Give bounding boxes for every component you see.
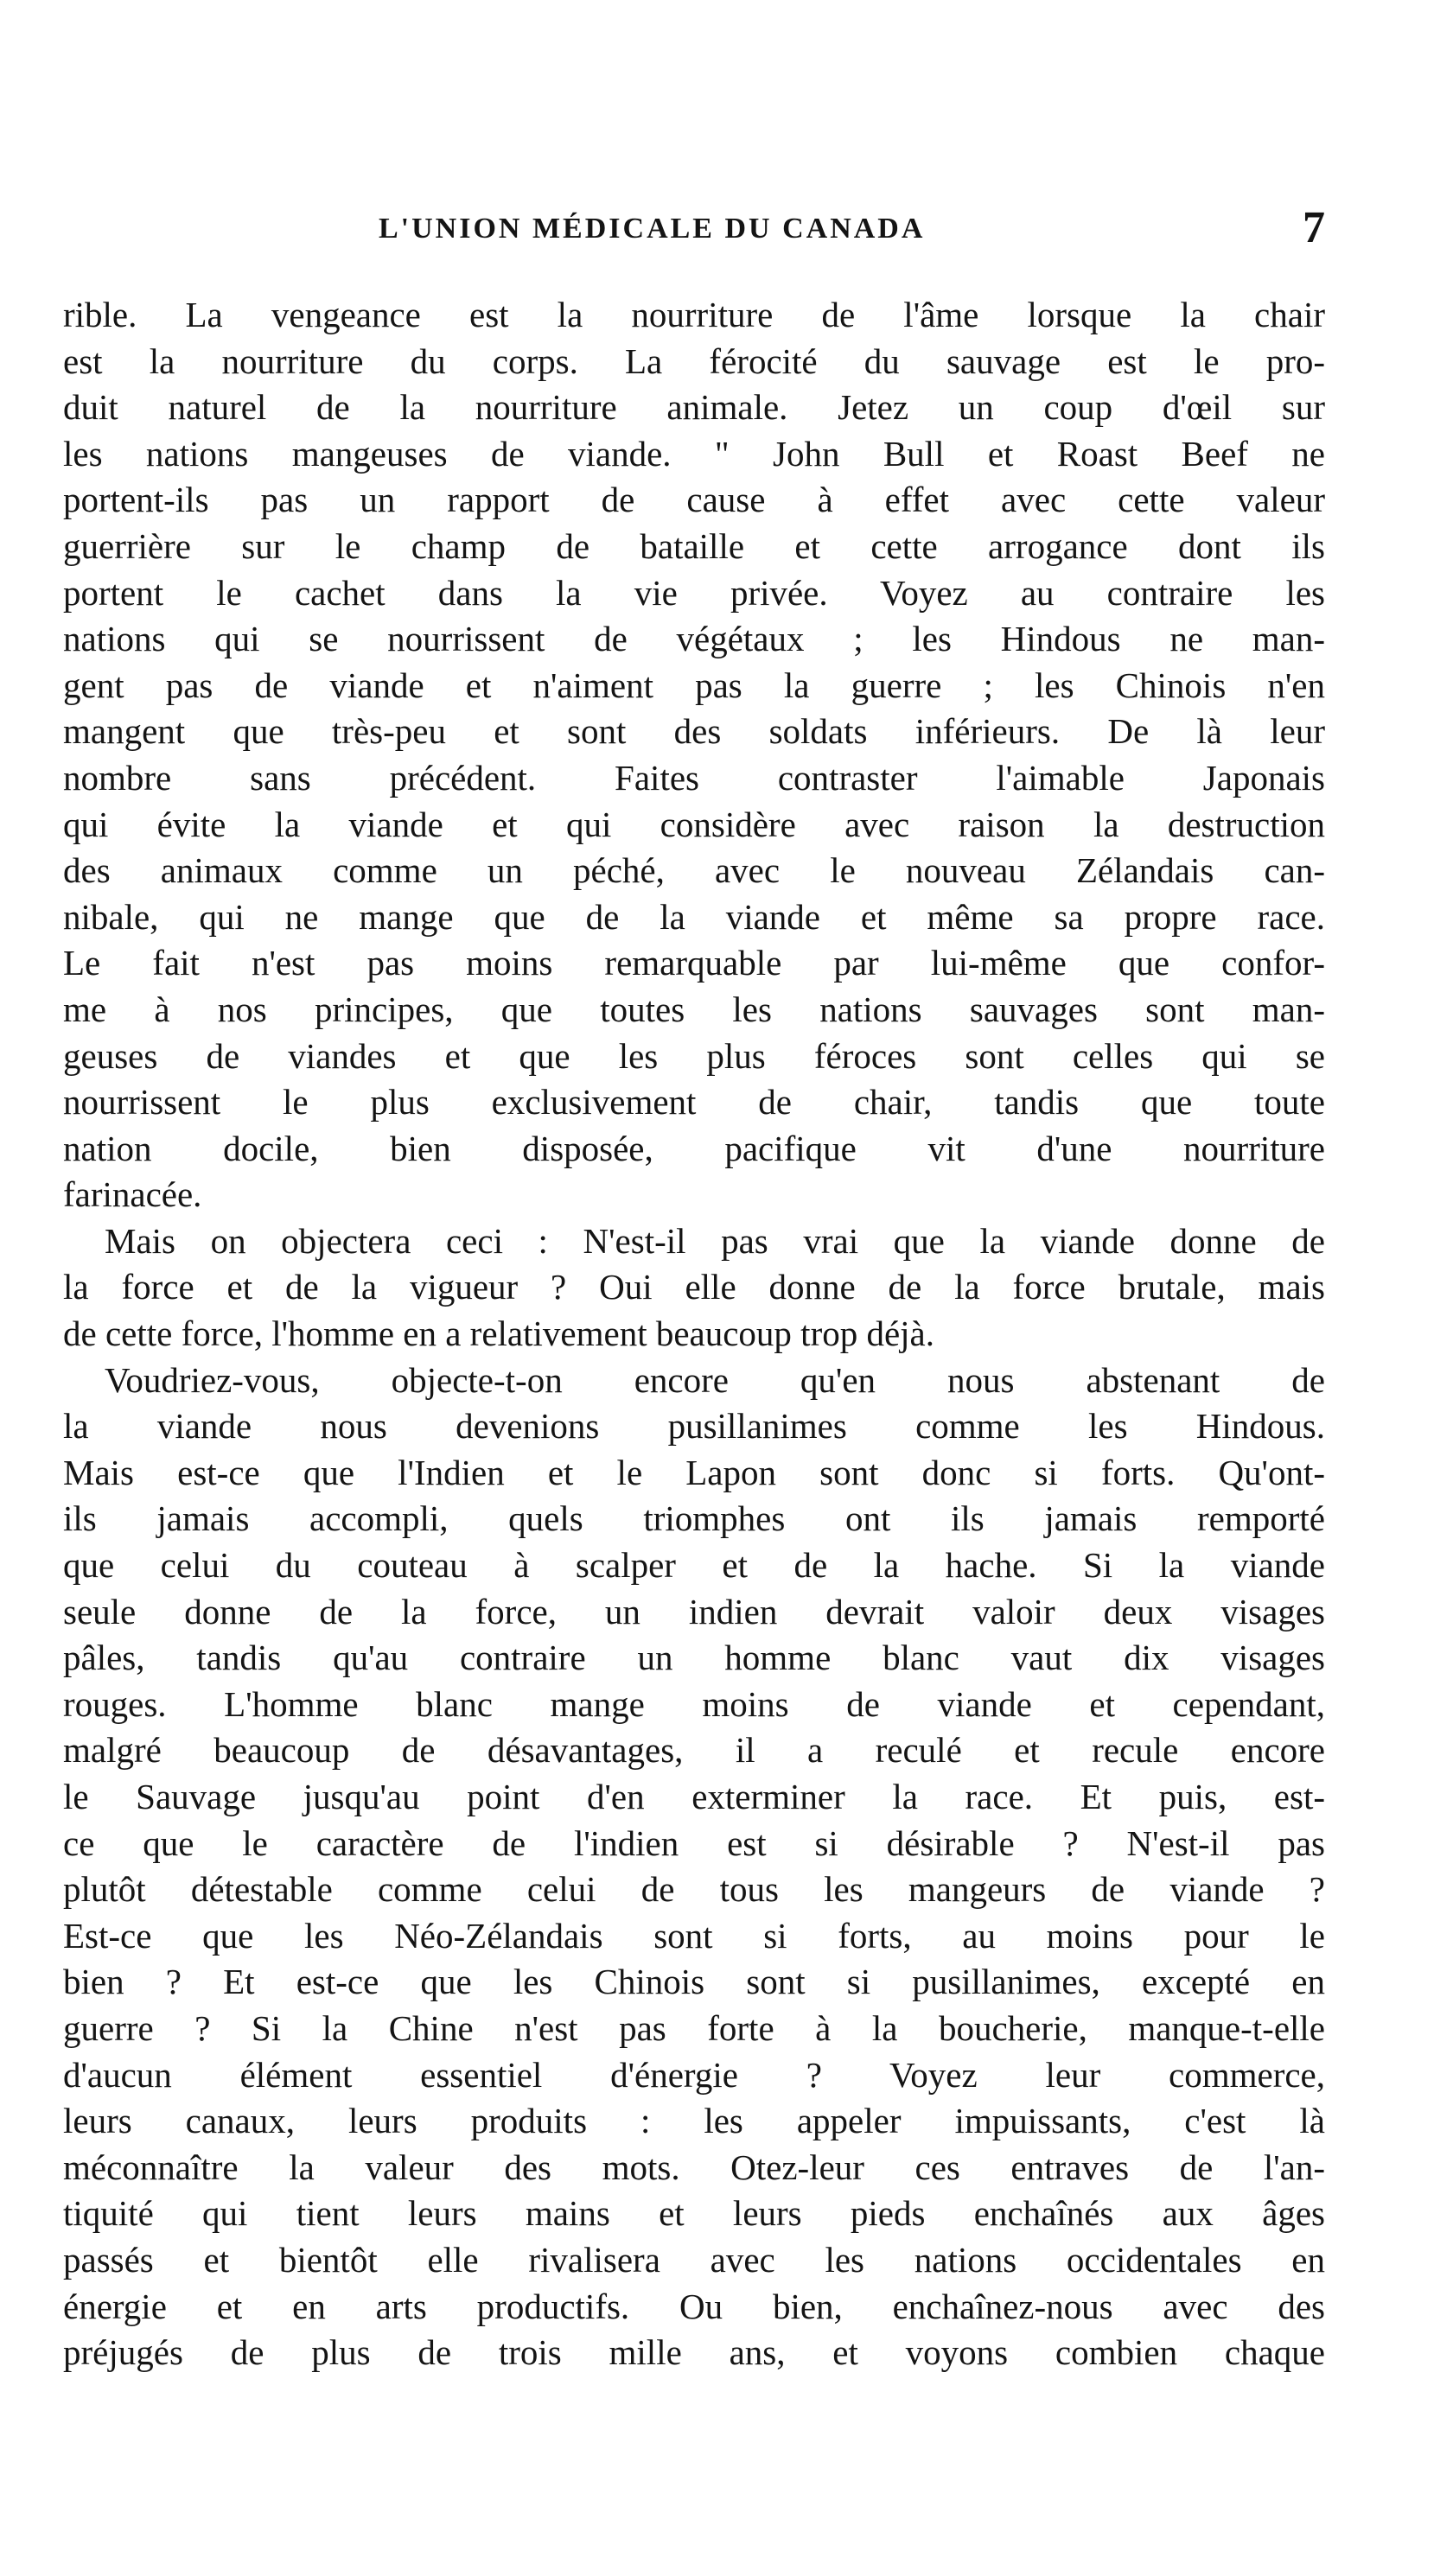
running-title: L'UNION MÉDICALE DU CANADA [379,213,926,245]
body-text [63,292,1325,2376]
text-line: duit naturel de la nourriture animale. Jetez un coup d'œil sur [63,387,1325,428]
text-line: Mais est-ce que l'Indien et le Lapon sont donc si forts. Qu'ont- [63,1452,1325,1492]
text-line: portent-ils pas un rapport de cause à effet avec cette valeur [63,480,1325,520]
paragraph-end-line: farinacée. [63,1174,202,1215]
text-line: des animaux comme un péché, avec le nouveau Zélandais can- [63,850,1325,891]
text-line: nombre sans précédent. Faites contraster l'aimable Japonais [63,757,1325,798]
text-line: d'aucun élément essentiel d'énergie ? Voyez leur commerce, [63,2054,1325,2095]
text-line: nation docile, bien disposée, pacifique vit d'une nourriture [63,1128,1325,1168]
text-line: guerre ? Si la Chine n'est pas forte à la boucherie, manque-t-elle [63,2007,1325,2048]
text-line: que celui du couteau à scalper et de la hache. Si la viande [63,1545,1325,1586]
text-line: mangent que très-peu et sont des soldats inférieurs. De là leur [63,711,1325,752]
text-line: rouges. L'homme blanc mange moins de viande et cependant, [63,1683,1325,1724]
text-line: seule donne de la force, un indien devrait valoir deux visages [63,1591,1325,1631]
text-line: portent le cachet dans la vie privée. Voyez au contraire les [63,572,1325,613]
paragraph-first-line: Voudriez-vous, objecte-t-on encore qu'en nous abstenant de [105,1359,1325,1400]
text-line: est la nourriture du corps. La férocité du sauvage est le pro- [63,340,1325,381]
text-line: rible. La vengeance est la nourriture de l'âme lorsque la chair [63,295,1325,334]
text-line: qui évite la viande et qui considère avec raison la destruction [63,804,1325,844]
text-line: geuses de viandes et que les plus féroces sont celles qui se [63,1035,1325,1076]
running-head [63,203,1325,259]
text-line: me à nos principes, que toutes les nations sauvages sont man- [63,989,1325,1029]
text-line: méconnaître la valeur des mots. Otez-leur ces entraves de l'an- [63,2147,1325,2187]
text-line: plutôt détestable comme celui de tous les mangeurs de viande ? [63,1869,1325,1910]
text-line: préjugés de plus de trois mille ans, et voyons combien chaque [63,2332,1325,2373]
text-line: ce que le caractère de l'indien est si désirable ? N'est-il pas [63,1822,1325,1863]
text-line: nations qui se nourrissent de végétaux ; les Hindous ne man- [63,619,1325,659]
text-line: Est-ce que les Néo-Zélandais sont si forts, au moins pour le [63,1915,1325,1956]
text-line: guerrière sur le champ de bataille et cette arrogance dont ils [63,525,1325,566]
text-line: passés et bientôt elle rivalisera avec les nations occidentales en [63,2239,1325,2280]
text-line: gent pas de viande et n'aiment pas la guerre ; les Chinois n'en [63,665,1325,705]
paragraph-first-line: Mais on objectera ceci : N'est-il pas vrai que la viande donne de [105,1220,1325,1261]
text-line: le Sauvage jusqu'au point d'en exterminer la race. Et puis, est- [63,1777,1325,1816]
text-line: nibale, qui ne mange que de la viande et même sa propre race. [63,896,1325,937]
paragraph-end-line: de cette force, l'homme en a relativement beaucoup trop déjà. [63,1313,935,1354]
page-number: 7 [1303,203,1325,252]
text-line: pâles, tandis qu'au contraire un homme blanc vaut dix visages [63,1638,1325,1678]
text-line: énergie et en arts productifs. Ou bien, enchaînez-nous avec des [63,2286,1325,2326]
text-line: tiquité qui tient leurs mains et leurs pieds enchaînés aux âges [63,2193,1325,2234]
text-line: Le fait n'est pas moins remarquable par lui-même que confor- [63,943,1325,983]
text-line: la viande nous devenions pusillanimes comme les Hindous. [63,1406,1325,1447]
text-line: malgré beaucoup de désavantages, il a reculé et recule encore [63,1730,1325,1771]
text-line: nourrissent le plus exclusivement de chair, tandis que toute [63,1082,1325,1123]
text-line: ils jamais accompli, quels triomphes ont ils jamais remporté [63,1498,1325,1539]
text-line: la force et de la vigueur ? Oui elle donne de la force brutale, mais [63,1267,1325,1307]
text-line: les nations mangeuses de viande. " John Bull et Roast Beef ne [63,433,1325,474]
text-line: leurs canaux, leurs produits : les appeler impuissants, c'est là [63,2101,1325,2141]
text-line: bien ? Et est-ce que les Chinois sont si pusillanimes, excepté en [63,1962,1325,2002]
